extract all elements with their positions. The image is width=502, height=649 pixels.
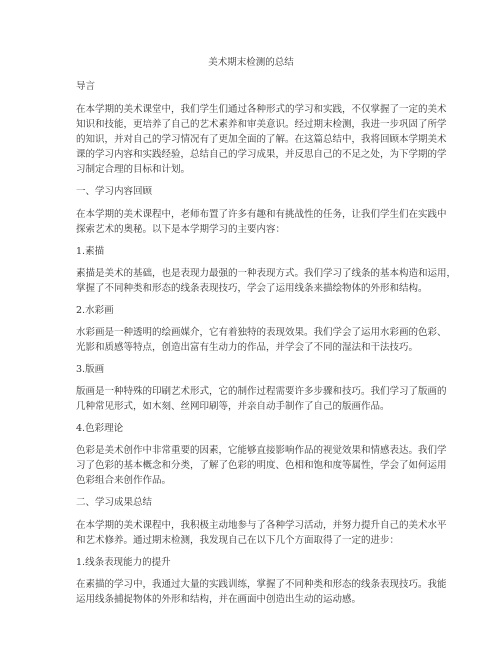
paragraph-line: 素描是美术的基础，也是表现力最强的一种表现方式。我们学习了线条的基本构造和运用， (76, 268, 457, 279)
subsection-heading: 3.版画 (76, 364, 105, 375)
subsection-heading: 1.素描 (76, 246, 105, 257)
paragraph (76, 518, 447, 548)
paragraph-line: 习了色彩的基本概念和分类，了解了色彩的明度、色相和饱和度等属性，学会了如何运用 (76, 460, 447, 471)
paragraph (76, 266, 457, 296)
paragraph (76, 384, 447, 414)
paragraph-line: 知识和技能，更培养了自己的艺术素养和审美意识。经过期末检测，我进一步巩固了所学 (76, 119, 447, 130)
paragraph-line: 运用线条捕捉物体的外形和结构，并在画面中创造出生动的运动感。 (76, 594, 362, 605)
section-heading: 二、学习成果总结 (76, 497, 153, 508)
paragraph-line: 和艺术修养。通过期末检测，我发现自己在以下几个方面取得了一定的进步： (76, 535, 400, 546)
document-title: 美术期末检测的总结 (208, 57, 294, 68)
paragraph-line: 掌握了不同种类和形态的线条表现技巧，学会了运用线条来描绘物体的外形和结构。 (76, 283, 428, 294)
paragraph-line: 在本学期的美术课程中，老师布置了许多有趣和有挑战性的任务，让我们学生们在实践中 (76, 209, 447, 220)
paragraph (76, 102, 447, 177)
subsection-heading: 4.色彩理论 (76, 423, 124, 434)
paragraph-line: 探索艺术的奥秘。以下是本学期学习的主要内容： (76, 224, 286, 235)
subsection-heading: 1.线条表现能力的提升 (76, 557, 171, 568)
paragraph-line: 水彩画是一种透明的绘画媒介，它有着独特的表现效果。我们学会了运用水彩画的色彩、 (76, 327, 447, 338)
subsection-heading: 2.水彩画 (76, 305, 114, 316)
document-body (76, 80, 457, 615)
section-heading: 一、学习内容回顾 (76, 186, 153, 197)
paragraph-line: 在素描的学习中，我通过大量的实践训练，掌握了不同种类和形态的线条表现技巧。我能 (76, 579, 447, 590)
section-heading: 导言 (76, 81, 96, 92)
paragraph (76, 443, 447, 488)
paragraph-line: 的知识，并对自己的学习情况有了更加全面的了解。在这篇总结中，我将回顾本学期美术 (76, 134, 447, 145)
paragraph-line: 习制定合理的目标和计划。 (76, 164, 191, 175)
paragraph-line: 几种常见形式，如木刻、丝网印刷等，并亲自动手制作了自己的版画作品。 (76, 401, 390, 412)
paragraph (76, 577, 447, 607)
paragraph (76, 207, 447, 237)
paragraph-line: 色彩组合来创作作品。 (76, 475, 172, 486)
paragraph-line: 课的学习内容和实践经验，总结自己的学习成果，并反思自己的不足之处，为下学期的学 (76, 149, 447, 160)
paragraph-line: 在本学期的美术课程中，我积极主动地参与了各种学习活动，并努力提升自己的美术水平 (76, 520, 447, 531)
paragraph (76, 325, 447, 355)
paragraph-line: 色彩是美术创作中非常重要的因素，它能够直接影响作品的视觉效果和情感表达。我们学 (76, 445, 447, 456)
paragraph-line: 在本学期的美术课堂中，我们学生们通过各种形式的学习和实践，不仅掌握了一定的美术 (76, 104, 447, 115)
paragraph-line: 光影和质感等特点，创造出富有生动力的作品，并学会了不同的湿法和干法技巧。 (76, 342, 419, 353)
paragraph-line: 版画是一种特殊的印刷艺术形式，它的制作过程需要许多步骤和技巧。我们学习了版画的 (76, 386, 447, 397)
